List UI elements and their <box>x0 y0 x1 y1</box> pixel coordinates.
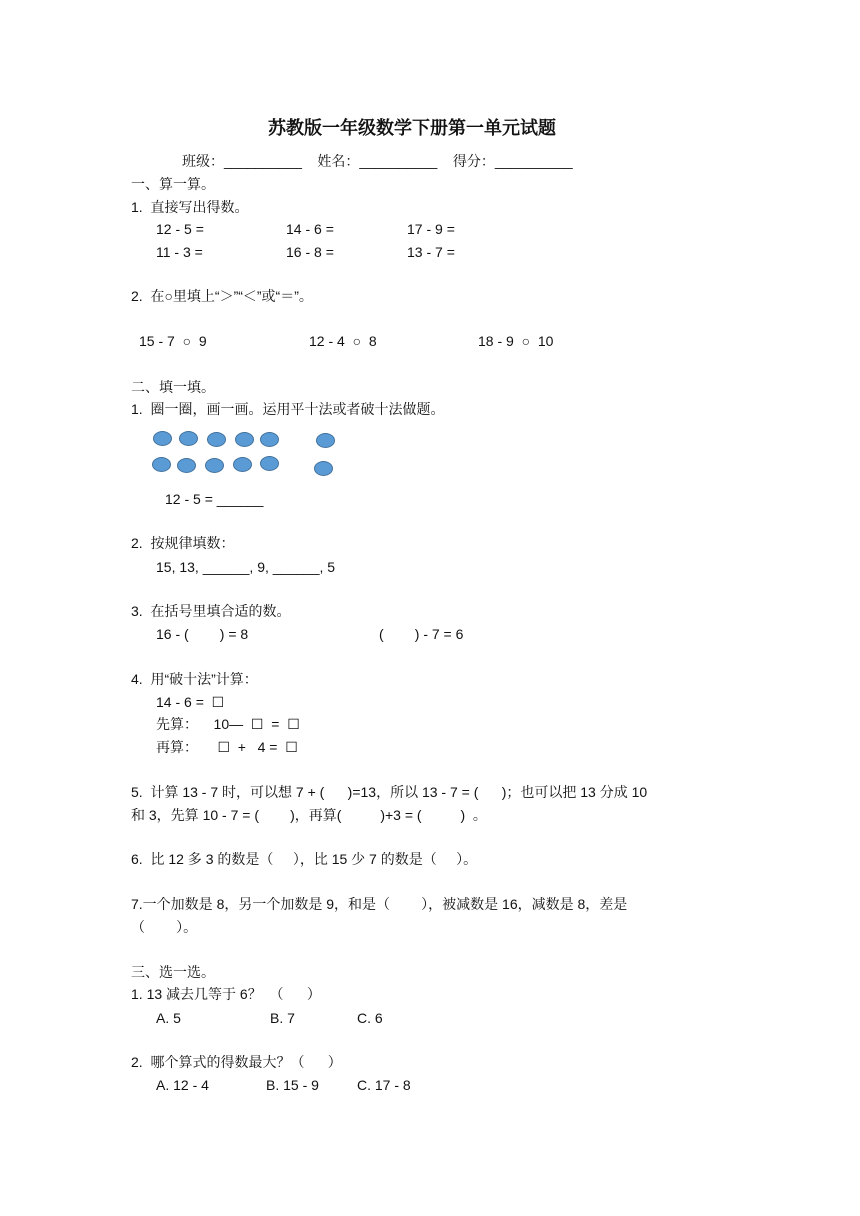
s2-q7-line: （ ）。 <box>131 919 198 935</box>
s3-q2-option: C. 17 - 8 <box>357 1077 411 1093</box>
section-3-heading: 三、选一选。 <box>131 964 215 980</box>
s1-q1-item: 16 - 8 = <box>286 244 334 260</box>
s2-q5-line: 5. 计算 13 - 7 时，可以想 7 + ( )=13，所以 13 - 7 = ( )；也可以把 13 分成 10 <box>131 784 648 800</box>
s1-q1-item: 11 - 3 = <box>156 244 203 260</box>
section-1-heading: 一、算一算。 <box>131 176 215 192</box>
dot <box>316 433 335 448</box>
s1-q1-label: 1. 直接写出得数。 <box>131 199 249 215</box>
s2-q4-line: 再算： ☐ + 4 = ☐ <box>156 739 298 755</box>
s2-q2-sequence: 15, 13, ______, 9, ______, 5 <box>156 559 336 575</box>
s2-q4-line: 先算： 10— ☐ = ☐ <box>156 716 300 732</box>
s2-q6-line: 6. 比 12 多 3 的数是（ ），比 15 少 7 的数是（ ）。 <box>131 851 478 867</box>
s2-q1-equation: 12 - 5 = ______ <box>165 491 264 507</box>
dot <box>153 431 172 446</box>
student-info-line: 班级：__________ 姓名：__________ 得分：__________ <box>182 153 573 169</box>
s1-q2-label: 2. 在○里填上“＞”“＜”或“＝”。 <box>131 288 313 304</box>
s2-q3-label: 3. 在括号里填合适的数。 <box>131 603 291 619</box>
s3-q2-label: 2. 哪个算式的得数最大？（ ） <box>131 1054 342 1070</box>
dot <box>260 432 279 447</box>
dot <box>233 457 252 472</box>
s3-q2-option: B. 15 - 9 <box>266 1077 319 1093</box>
dot <box>235 432 254 447</box>
s2-q4-label: 4. 用“破十法”计算： <box>131 671 258 687</box>
s3-q1-option: C. 6 <box>357 1010 383 1026</box>
dot <box>179 431 198 446</box>
s3-q1-label: 1. 13 减去几等于 6？ （ ） <box>131 986 321 1002</box>
s2-q1-label: 1. 圈一圈，画一画。运用平十法或者破十法做题。 <box>131 401 445 417</box>
s3-q1-option: B. 7 <box>270 1010 295 1026</box>
s1-q1-item: 14 - 6 = <box>286 221 334 237</box>
s1-q2-item: 12 - 4 ○ 8 <box>309 333 377 349</box>
s2-q3-item: 16 - ( ) = 8 <box>156 626 249 642</box>
s3-q1-option: A. 5 <box>156 1010 181 1026</box>
s1-q1-item: 17 - 9 = <box>407 221 455 237</box>
s2-q2-label: 2. 按规律填数： <box>131 535 235 551</box>
s1-q2-item: 15 - 7 ○ 9 <box>139 333 207 349</box>
s1-q1-item: 12 - 5 = <box>156 221 204 237</box>
section-2-heading: 二、填一填。 <box>131 379 215 395</box>
s1-q2-item: 18 - 9 ○ 10 <box>478 333 554 349</box>
dot <box>207 432 226 447</box>
page-title: 苏教版一年级数学下册第一单元试题 <box>268 118 556 138</box>
dot <box>260 456 279 471</box>
dot <box>205 458 224 473</box>
dot <box>314 461 333 476</box>
s3-q2-option: A. 12 - 4 <box>156 1077 209 1093</box>
s2-q7-line: 7.一个加数是 8，另一个加数是 9，和是（ ），被减数是 16，减数是 8，差是 <box>131 896 628 912</box>
s1-q1-item: 13 - 7 = <box>407 244 455 260</box>
s2-q5-line: 和 3，先算 10 - 7 = ( )，再算( )+3 = ( ) 。 <box>131 807 487 823</box>
dot <box>152 457 171 472</box>
dot <box>177 458 196 473</box>
s2-q4-line: 14 - 6 = ☐ <box>156 694 225 710</box>
s2-q3-item: ( ) - 7 = 6 <box>379 626 464 642</box>
